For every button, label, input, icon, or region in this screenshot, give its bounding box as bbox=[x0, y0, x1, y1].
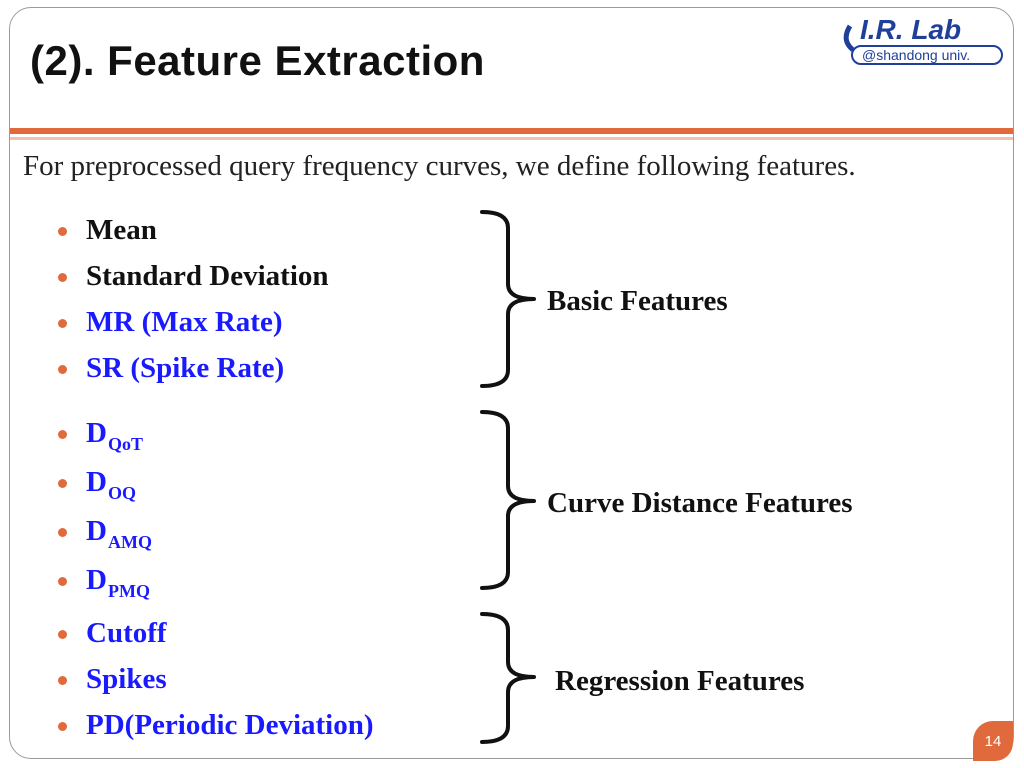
intro-text: For preprocessed query frequency curves, we define following features. bbox=[23, 150, 856, 182]
group-label-curve-distance: Curve Distance Features bbox=[547, 487, 853, 519]
title-divider-shadow bbox=[10, 137, 1013, 140]
basic-features-list bbox=[58, 207, 329, 391]
regression-features-list bbox=[58, 610, 374, 748]
feature-item-cutoff: Cutoff bbox=[58, 610, 374, 656]
feature-item-spikes: Spikes bbox=[58, 656, 374, 702]
feature-item-std-dev: Standard Deviation bbox=[58, 253, 329, 299]
slide-title: (2). Feature Extraction bbox=[30, 37, 485, 84]
title-divider bbox=[10, 128, 1013, 134]
feature-item-spike-rate: SR (Spike Rate) bbox=[58, 345, 329, 391]
feature-item-max-rate: MR (Max Rate) bbox=[58, 299, 329, 345]
feature-item-d-qot: $D_{QoT}$ bbox=[58, 410, 152, 459]
regression-brace bbox=[478, 610, 538, 746]
logo-title: I.R. Lab bbox=[860, 14, 962, 45]
ir-lab-logo bbox=[836, 6, 1016, 70]
page-number-badge: 14 bbox=[973, 721, 1013, 761]
feature-item-d-oq: $D_{OQ}$ bbox=[58, 459, 152, 508]
feature-item-periodic-deviation: PD(Periodic Deviation) bbox=[58, 702, 374, 748]
feature-item-d-amq: $D_{AMQ}$ bbox=[58, 508, 152, 557]
basic-features-brace bbox=[478, 208, 538, 390]
group-label-basic: Basic Features bbox=[547, 285, 728, 317]
group-label-regression: Regression Features bbox=[555, 665, 805, 697]
feature-item-d-pmq: $D_{PMQ}$ bbox=[58, 557, 152, 606]
curve-distance-features-list bbox=[58, 410, 152, 606]
curve-distance-brace bbox=[478, 408, 538, 592]
logo-subtitle: @shandong univ. bbox=[862, 47, 971, 63]
feature-item-mean: Mean bbox=[58, 207, 329, 253]
